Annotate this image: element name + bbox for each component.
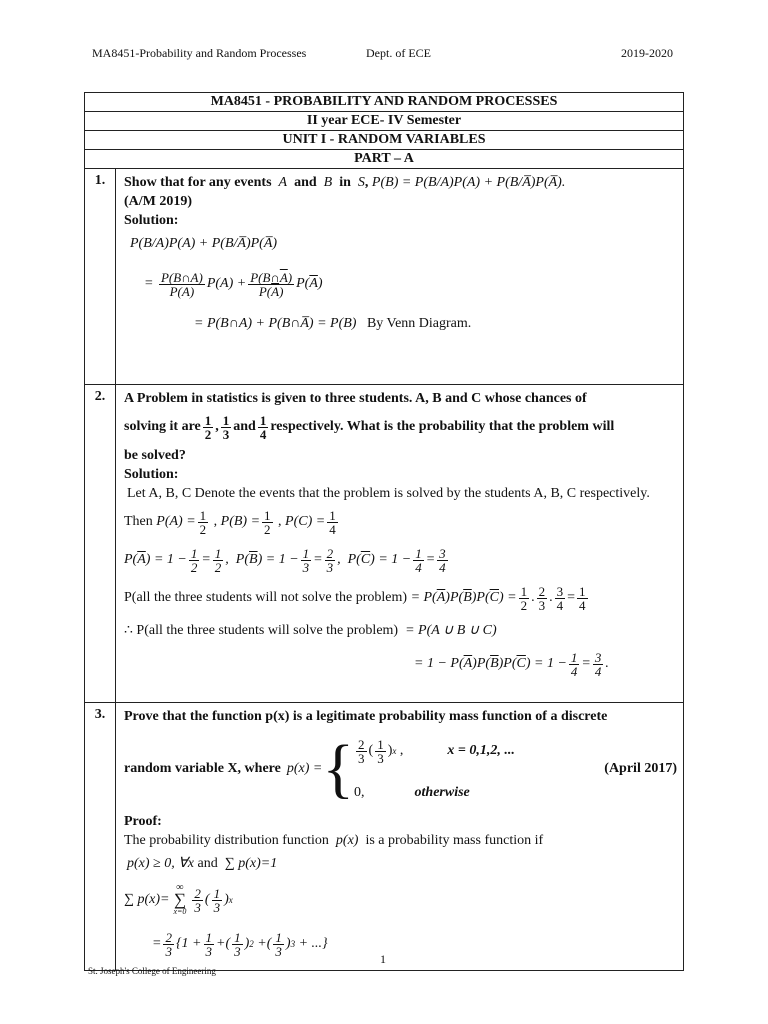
not-solve-text: P(all the three students will not solve the problem) [124, 590, 408, 605]
case-condition: otherwise [414, 784, 470, 800]
semester-title: II year ECE- IV Semester [85, 112, 684, 131]
solution-text: Let A, B, C Denote the events that the problem is solved by the students A, B, C respectively. [127, 486, 650, 501]
question-text-part: Show that for any events [124, 175, 272, 190]
question-content [116, 703, 684, 971]
solution-step-3-formula: = P(B∩A) + P(B∩A̅) = P(B) [194, 316, 357, 331]
then-label: Then [124, 514, 153, 529]
and-text: and [197, 856, 218, 871]
proof-text: The probability distribution function p(x) is a probability mass function if [124, 833, 544, 848]
proof-label: Proof: [124, 814, 162, 829]
proof-text-part: The probability distribution function [124, 833, 329, 848]
question-reference: (A/M 2019) [124, 194, 193, 209]
question-text-line2: solving it are $\frac{1}{2}$ , $\frac{1}{3}$ and $\frac{1}{4}$ respectively. What is the probability that the problem will [124, 412, 615, 442]
header-department: Dept. of ECE [366, 46, 431, 60]
question-row-3 [85, 703, 684, 971]
question-number: 3. [85, 703, 116, 971]
question-row-2 [85, 385, 684, 703]
solution-probabilities: Then P(A) = $\frac{1}{2}$ , P(B) = $\frac{1}{2}$ , P(C) = $\frac{1}{4}$ [124, 507, 336, 537]
question-text: Prove that the function p(x) is a legitimate probability mass function of a discrete [124, 709, 608, 724]
question-content [116, 385, 684, 703]
question-text-part: random variable X, where [124, 761, 281, 776]
solution-final: = 1 − P( $\overline{A}$ )P( $\overline{B}$ )P( $\overline{C}$ ) = 1 − $\frac{1}{4}$ = $\frac{3}{4}$ . [414, 649, 609, 679]
solution-will-solve: ∴ P(all the three students will solve the problem) = P(A ∪ B ∪ C) [124, 623, 497, 638]
question-text-part: and [233, 419, 256, 434]
solution-step-3 [124, 310, 677, 338]
question-text-part: solving it are [124, 419, 201, 434]
therefore-symbol: ∴ [124, 623, 133, 638]
header-course-code: MA8451-Probability and Random Processes [92, 46, 307, 60]
question-text-part: respectively. What is the probability that the problem will [270, 419, 615, 434]
question-table [84, 92, 684, 971]
question-text-line3: be solved? [124, 448, 186, 463]
course-title: MA8451 - PROBABILITY AND RANDOM PROCESSES [85, 93, 684, 112]
pmf-definition: random variable X, where p(x) = { $\frac{2}{3}$ ( $\frac{1}{3}$ ) x , x = 0,1,2, ... 0, otherwise (April 2017) [124, 732, 677, 805]
question-text: Show that for any events A and B in S, P(B) = P(B/A)P(A) + P(B/A̅)P(A̅). [124, 175, 566, 190]
question-row-1 [85, 169, 684, 385]
question-text-part: in [339, 175, 351, 190]
pmf-cases: $\frac{2}{3}$ ( $\frac{1}{3}$ ) x , x = 0,1,2, ... 0, otherwise [354, 736, 515, 800]
page-number: 1 [380, 952, 386, 966]
question-text-part: and [294, 175, 317, 190]
solution-step-1: P(B/A)P(A) + P(B/A̅)P(A̅) [130, 236, 278, 251]
case-value: 0, [354, 784, 365, 800]
question-content [116, 169, 684, 385]
question-reference: (April 2017) [604, 761, 677, 776]
proof-text-part: is a probability mass function if [365, 833, 544, 848]
unit-title: UNIT I - RANDOM VARIABLES [85, 131, 684, 150]
header-year: 2019-2020 [621, 46, 673, 60]
series-expansion: = $\frac{2}{3}$ {1 + $\frac{1}{3}$ +( $\frac{1}{3}$ ) 2 +( $\frac{1}{3}$ ) 3 + ...} [152, 929, 328, 959]
solution-step-3-note: By Venn Diagram. [366, 316, 472, 331]
solution-label: Solution: [124, 467, 179, 482]
college-name: St. Joseph's College of Engineering [88, 966, 216, 976]
case-condition: x = 0,1,2, ... [447, 743, 515, 758]
sum-expression: ∑ p(x)= ∞ ∑ x=0 $\frac{2}{3}$ ( $\frac{1}{3}$ ) x [124, 882, 233, 916]
question-formula: P(B) = P(B/A)P(A) + P(B/A̅)P(A̅). [371, 175, 566, 190]
question-number: 1. [85, 169, 116, 385]
question-number: 2. [85, 385, 116, 703]
pmf-conditions: p(x) ≥ 0, ∀x and ∑ p(x)=1 [127, 856, 278, 871]
solution-step-2: = $\frac{P(B\cap A)}{P(A)}$ P(A) + $\frac{P(B\cap\overline{A})}{P(\overline{A})}$ P( $\overline{A}$ ) [144, 269, 323, 299]
question-text: A Problem in statistics is given to three students. A, B and C whose chances of [124, 391, 587, 406]
solution-not-solve: P(all the three students will not solve the problem) = $P(\overline{A})P(\overline{B})P(\overline{C})$ = $\frac{1}{2}$ . $\frac{2}{3}$ . $\frac{3}{4}$ = $\frac{1}{4}$ [124, 583, 586, 613]
will-solve-text: P(all the three students will solve the problem) [136, 623, 399, 638]
solution-complements: P( $\overline{A}$ ) = 1 − $\frac{1}{2}$ = $\frac{1}{2}$ , P( $\overline{B}$ ) = 1 − $\frac{1}{3}$ = $\frac{2}{3}$ , P( $\overline{C}$ ) = 1 − $\frac{1}{4}$ = $\frac{3}{4}$ [124, 545, 446, 575]
part-title: PART – A [85, 150, 684, 169]
solution-label: Solution: [124, 213, 179, 228]
